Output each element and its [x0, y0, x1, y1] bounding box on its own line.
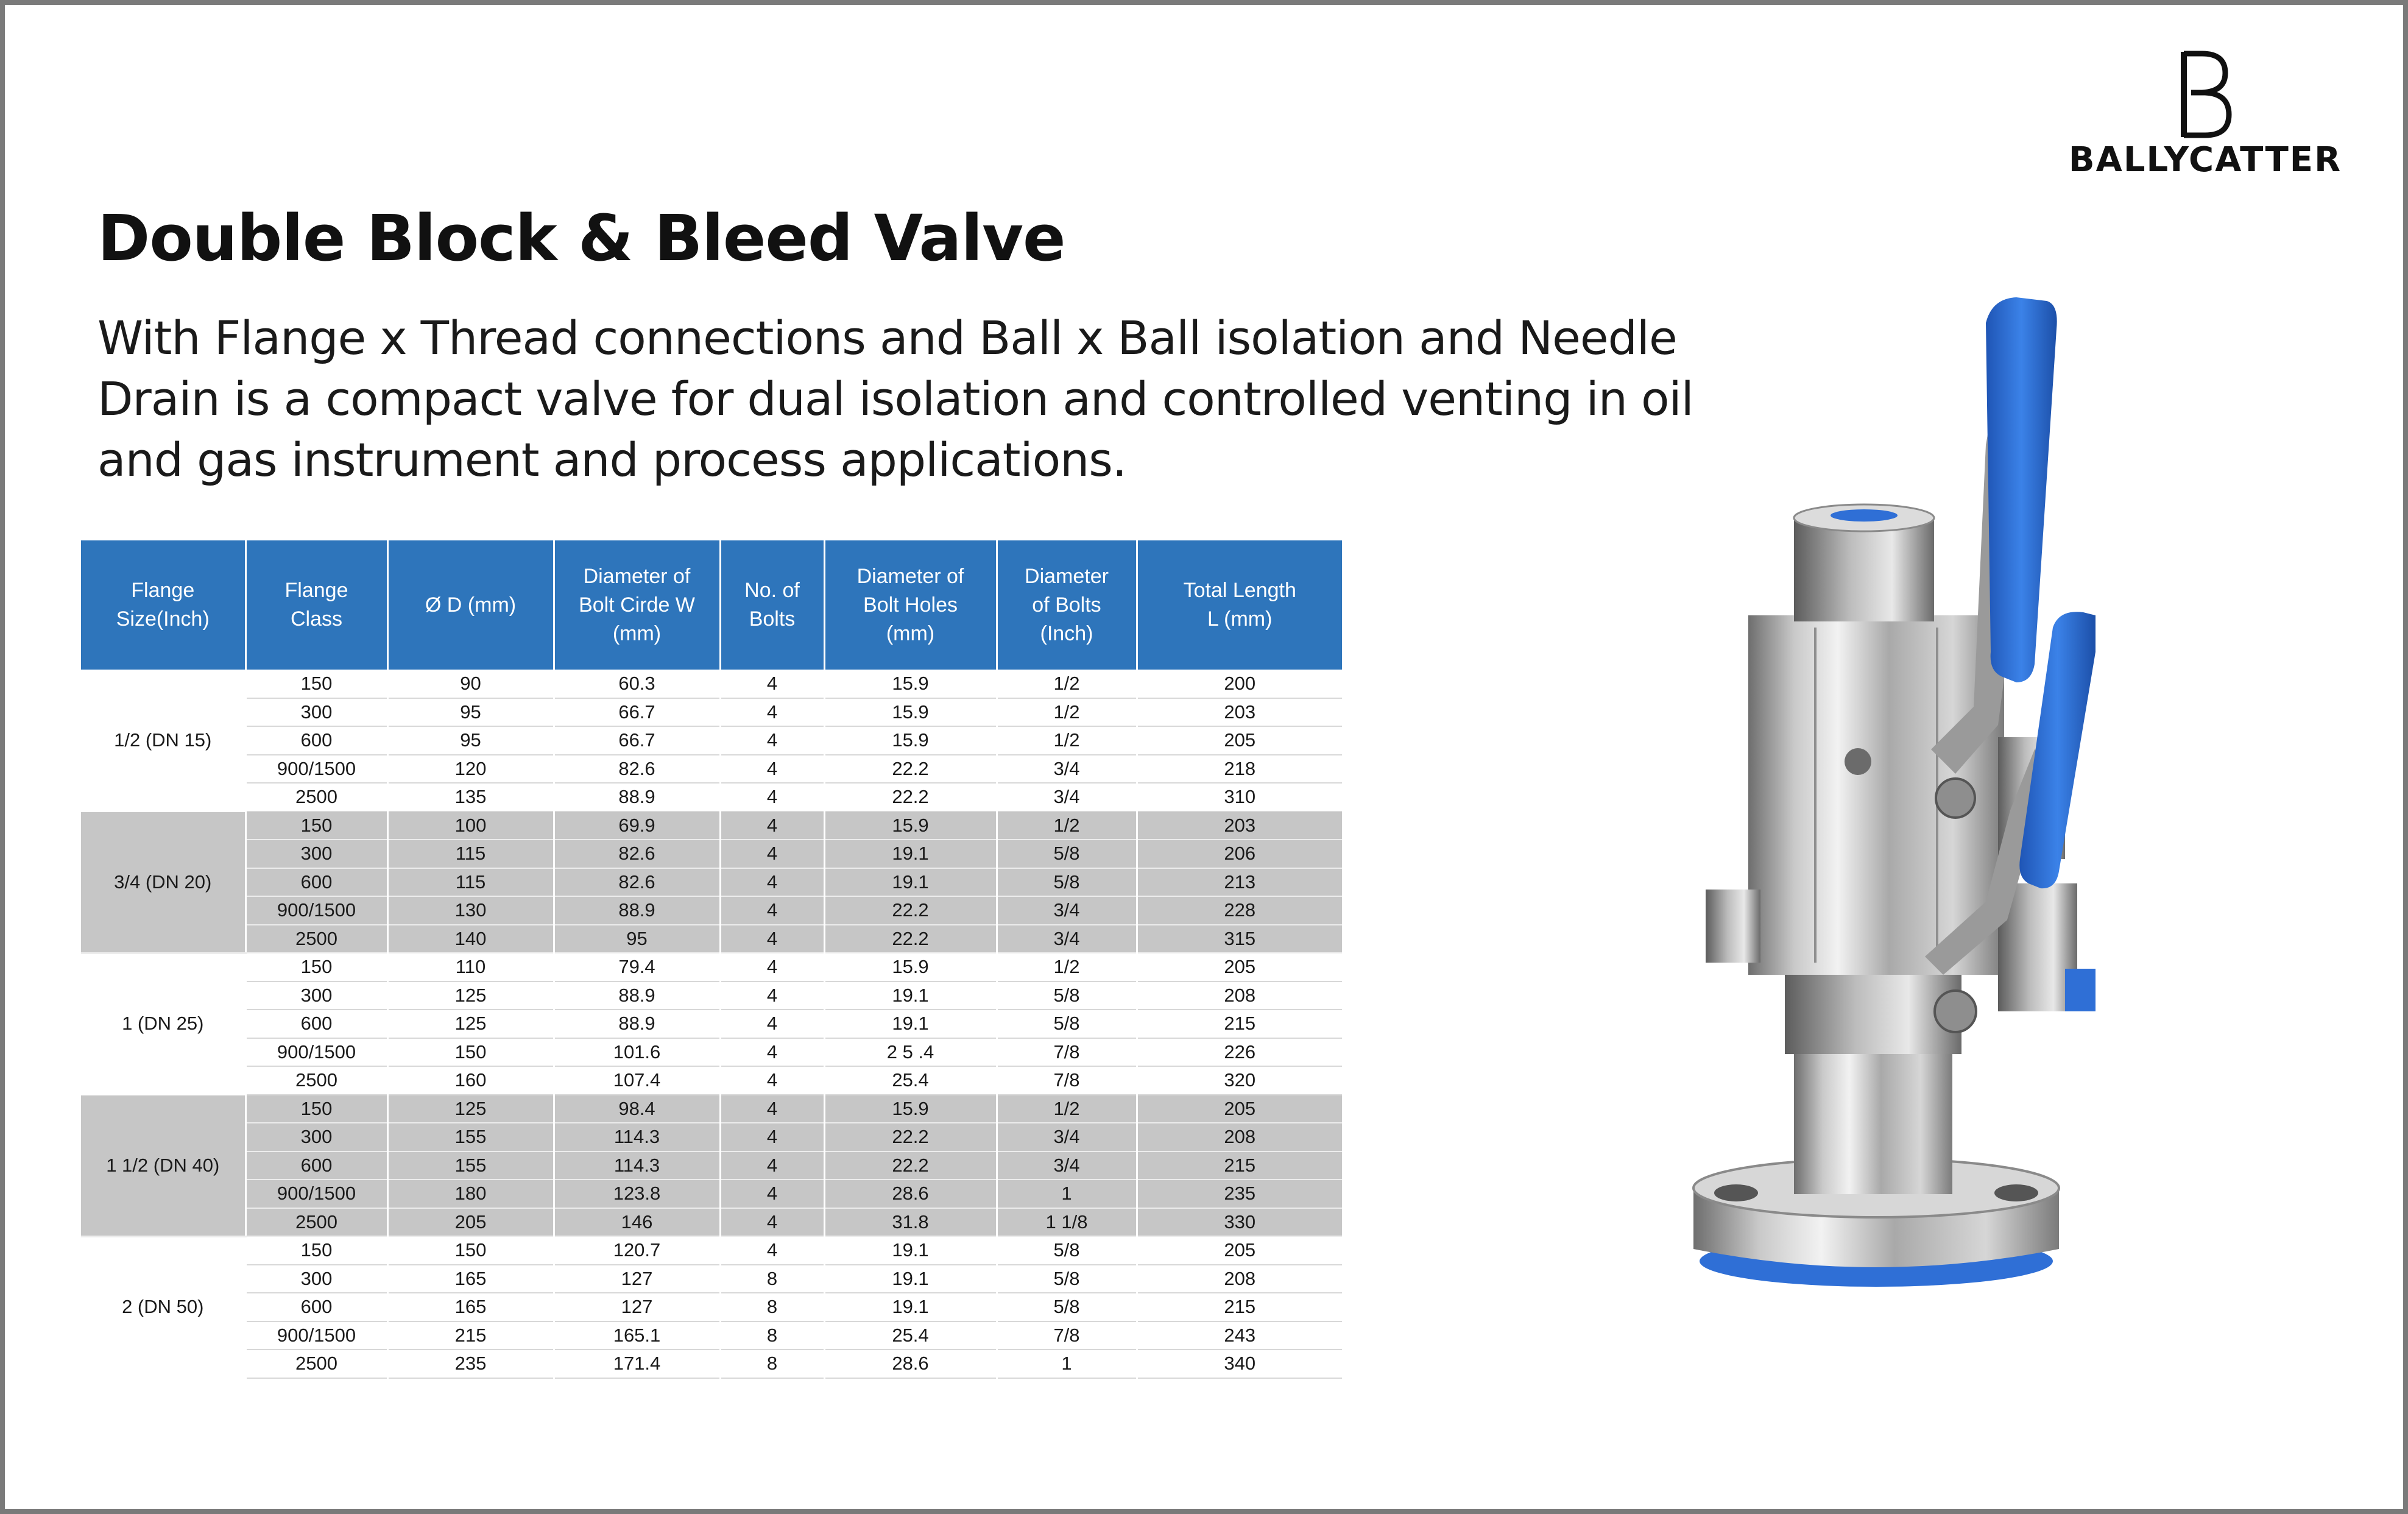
table-row — [81, 953, 1342, 982]
table-row — [81, 698, 1342, 727]
size-group — [81, 1095, 1342, 1237]
table-cell: 208 — [1137, 1123, 1342, 1151]
table-cell: 88.9 — [554, 982, 720, 1010]
table-cell: 110 — [387, 953, 554, 982]
table-cell: 165.1 — [554, 1321, 720, 1350]
table-cell: 115 — [387, 868, 554, 897]
table-cell: 28.6 — [824, 1350, 997, 1378]
table-cell: 900/1500 — [245, 755, 387, 784]
column-header-line: Ø D (mm) — [425, 593, 517, 617]
table-cell: 2500 — [245, 783, 387, 812]
table-cell: 300 — [245, 698, 387, 727]
table-cell: 8 — [720, 1321, 824, 1350]
table-cell: 31.8 — [824, 1208, 997, 1237]
table-cell: 88.9 — [554, 896, 720, 925]
table-cell: 7/8 — [997, 1066, 1137, 1095]
table-cell: 205 — [1137, 1236, 1342, 1265]
table-cell: 2500 — [245, 1066, 387, 1095]
table-cell: 228 — [1137, 896, 1342, 925]
table-row — [81, 1208, 1342, 1237]
table-cell: 4 — [720, 1066, 824, 1095]
table-header-row — [81, 540, 1342, 670]
table-cell: 160 — [387, 1066, 554, 1095]
table-cell: 125 — [387, 1010, 554, 1038]
table-cell: 218 — [1137, 755, 1342, 784]
column-header-line: (mm) — [886, 621, 935, 645]
table-cell: 5/8 — [997, 1236, 1137, 1265]
table-cell: 22.2 — [824, 925, 997, 953]
table-cell: 4 — [720, 1151, 824, 1180]
table-cell: 213 — [1137, 868, 1342, 897]
table-cell: 4 — [720, 1038, 824, 1067]
table-cell: 15.9 — [824, 953, 997, 982]
table-row — [81, 1066, 1342, 1095]
flange-size-cell: 2 (DN 50) — [81, 1236, 245, 1378]
table-header — [81, 540, 1342, 670]
table-cell: 5/8 — [997, 1010, 1137, 1038]
table-cell: 146 — [554, 1208, 720, 1237]
table-cell: 206 — [1137, 840, 1342, 868]
table-cell: 115 — [387, 840, 554, 868]
table-cell: 114.3 — [554, 1123, 720, 1151]
table-cell: 900/1500 — [245, 1321, 387, 1350]
table-cell: 315 — [1137, 925, 1342, 953]
table-cell: 1/2 — [997, 670, 1137, 698]
table-cell: 200 — [1137, 670, 1342, 698]
table-cell: 82.6 — [554, 840, 720, 868]
column-header-line: (mm) — [612, 621, 662, 645]
table-cell: 95 — [387, 726, 554, 755]
table-cell: 4 — [720, 982, 824, 1010]
table-cell: 19.1 — [824, 1293, 997, 1321]
table-row — [81, 670, 1342, 698]
table-cell: 7/8 — [997, 1038, 1137, 1067]
table-row — [81, 1180, 1342, 1208]
table-cell: 66.7 — [554, 726, 720, 755]
table-cell: 66.7 — [554, 698, 720, 727]
table-cell: 155 — [387, 1123, 554, 1151]
table-cell: 4 — [720, 1010, 824, 1038]
table-row — [81, 1123, 1342, 1151]
column-header — [997, 540, 1137, 670]
table-cell: 4 — [720, 755, 824, 784]
table-cell: 205 — [1137, 1095, 1342, 1123]
column-header — [1137, 540, 1342, 670]
table-cell: 4 — [720, 783, 824, 812]
table-row — [81, 1350, 1342, 1378]
table-cell: 208 — [1137, 982, 1342, 1010]
table-cell: 150 — [387, 1038, 554, 1067]
column-header-line: of Bolts — [1032, 593, 1101, 617]
size-group — [81, 670, 1342, 812]
table-cell: 5/8 — [997, 1293, 1137, 1321]
flange-size-cell: 3/4 (DN 20) — [81, 812, 245, 953]
column-header-line: Total Length — [1183, 579, 1296, 602]
valve-product-image — [1669, 286, 2096, 1298]
table-cell: 1/2 — [997, 953, 1137, 982]
flange-size-cell: 1 1/2 (DN 40) — [81, 1095, 245, 1237]
table-cell: 82.6 — [554, 755, 720, 784]
table-cell: 98.4 — [554, 1095, 720, 1123]
table-row — [81, 1236, 1342, 1265]
table-cell: 2500 — [245, 925, 387, 953]
size-group — [81, 1236, 1342, 1378]
table-cell: 79.4 — [554, 953, 720, 982]
table-cell: 155 — [387, 1151, 554, 1180]
table-row — [81, 925, 1342, 953]
table-cell: 235 — [1137, 1180, 1342, 1208]
table-cell: 3/4 — [997, 1151, 1137, 1180]
column-header-line: Class — [290, 607, 343, 631]
table-cell: 4 — [720, 670, 824, 698]
table-cell: 600 — [245, 726, 387, 755]
table-cell: 165 — [387, 1293, 554, 1321]
table-cell: 300 — [245, 1123, 387, 1151]
table-cell: 4 — [720, 868, 824, 897]
table-cell: 1/2 — [997, 812, 1137, 840]
table-cell: 120 — [387, 755, 554, 784]
table-cell: 1 1/8 — [997, 1208, 1137, 1237]
table-row — [81, 840, 1342, 868]
table-cell: 19.1 — [824, 1010, 997, 1038]
table-cell: 15.9 — [824, 726, 997, 755]
flange-size-cell: 1/2 (DN 15) — [81, 670, 245, 812]
table-cell: 4 — [720, 726, 824, 755]
brand-logo — [2047, 49, 2364, 189]
table-cell: 600 — [245, 1010, 387, 1038]
table-cell: 208 — [1137, 1265, 1342, 1293]
table-cell: 2500 — [245, 1350, 387, 1378]
table-cell: 1/2 — [997, 698, 1137, 727]
table-cell: 5/8 — [997, 868, 1137, 897]
table-cell: 226 — [1137, 1038, 1342, 1067]
table-cell: 150 — [245, 812, 387, 840]
table-row — [81, 1265, 1342, 1293]
table-row — [81, 868, 1342, 897]
table-row — [81, 1151, 1342, 1180]
table-cell: 82.6 — [554, 868, 720, 897]
table-cell: 205 — [1137, 953, 1342, 982]
table-cell: 7/8 — [997, 1321, 1137, 1350]
table-cell: 5/8 — [997, 982, 1137, 1010]
column-header — [824, 540, 997, 670]
table-cell: 300 — [245, 982, 387, 1010]
table-cell: 2 5 .4 — [824, 1038, 997, 1067]
table-cell: 1/2 — [997, 726, 1137, 755]
table-cell: 150 — [245, 1095, 387, 1123]
size-group — [81, 812, 1342, 953]
table-cell: 5/8 — [997, 1265, 1137, 1293]
table-cell: 130 — [387, 896, 554, 925]
column-header — [720, 540, 824, 670]
table-cell: 320 — [1137, 1066, 1342, 1095]
table-cell: 3/4 — [997, 925, 1137, 953]
table-row — [81, 1038, 1342, 1067]
table-cell: 150 — [245, 1236, 387, 1265]
table-cell: 203 — [1137, 812, 1342, 840]
table-cell: 28.6 — [824, 1180, 997, 1208]
table-cell: 69.9 — [554, 812, 720, 840]
table-cell: 60.3 — [554, 670, 720, 698]
table-cell: 4 — [720, 812, 824, 840]
table-cell: 19.1 — [824, 982, 997, 1010]
table-cell: 205 — [1137, 726, 1342, 755]
column-header — [554, 540, 720, 670]
table-cell: 215 — [1137, 1293, 1342, 1321]
column-header-line: Diameter — [1025, 564, 1109, 588]
table-cell: 127 — [554, 1265, 720, 1293]
table-cell: 8 — [720, 1265, 824, 1293]
table-cell: 600 — [245, 1151, 387, 1180]
table-row — [81, 896, 1342, 925]
table-row — [81, 783, 1342, 812]
table-cell: 123.8 — [554, 1180, 720, 1208]
specification-table — [81, 540, 1342, 1379]
table-cell: 4 — [720, 925, 824, 953]
table-cell: 215 — [1137, 1010, 1342, 1038]
table-cell: 1 — [997, 1350, 1137, 1378]
table-cell: 3/4 — [997, 755, 1137, 784]
table-cell: 1 — [997, 1180, 1137, 1208]
table-cell: 171.4 — [554, 1350, 720, 1378]
table-cell: 2500 — [245, 1208, 387, 1237]
table-cell: 310 — [1137, 783, 1342, 812]
table-cell: 95 — [387, 698, 554, 727]
table-cell: 25.4 — [824, 1321, 997, 1350]
table-cell: 4 — [720, 1123, 824, 1151]
column-header — [387, 540, 554, 670]
table-cell: 600 — [245, 868, 387, 897]
table-cell: 22.2 — [824, 1151, 997, 1180]
column-header-line: Diameter of — [583, 564, 691, 588]
table-cell: 5/8 — [997, 840, 1137, 868]
table-cell: 100 — [387, 812, 554, 840]
table-cell: 900/1500 — [245, 896, 387, 925]
column-header — [245, 540, 387, 670]
table-cell: 165 — [387, 1265, 554, 1293]
table-cell: 215 — [387, 1321, 554, 1350]
table-cell: 4 — [720, 953, 824, 982]
table-cell: 101.6 — [554, 1038, 720, 1067]
table-cell: 19.1 — [824, 840, 997, 868]
column-header-line: Diameter of — [856, 564, 964, 588]
table-cell: 22.2 — [824, 1123, 997, 1151]
column-header-line: L (mm) — [1207, 607, 1273, 631]
table-cell: 340 — [1137, 1350, 1342, 1378]
table-cell: 235 — [387, 1350, 554, 1378]
table-cell: 205 — [387, 1208, 554, 1237]
column-header-line: Flange — [284, 579, 348, 602]
table-cell: 25.4 — [824, 1066, 997, 1095]
table-cell: 4 — [720, 1180, 824, 1208]
table-cell: 120.7 — [554, 1236, 720, 1265]
table-cell: 243 — [1137, 1321, 1342, 1350]
table-cell: 4 — [720, 1236, 824, 1265]
table-cell: 15.9 — [824, 812, 997, 840]
table-cell: 4 — [720, 698, 824, 727]
table-cell: 125 — [387, 1095, 554, 1123]
table-cell: 4 — [720, 1095, 824, 1123]
column-header-line: Bolt Holes — [863, 593, 958, 617]
table-cell: 180 — [387, 1180, 554, 1208]
column-header-line: No. of — [744, 579, 800, 602]
table-cell: 19.1 — [824, 1236, 997, 1265]
table-cell: 150 — [387, 1236, 554, 1265]
column-header-line: Flange — [131, 579, 195, 602]
table-row — [81, 1321, 1342, 1350]
column-header-line: Bolt Cirde W — [579, 593, 695, 617]
page-title: Double Block & Bleed Valve — [97, 201, 1065, 275]
table-cell: 90 — [387, 670, 554, 698]
table-row — [81, 1293, 1342, 1321]
table-cell: 22.2 — [824, 896, 997, 925]
table-cell: 127 — [554, 1293, 720, 1321]
table-row — [81, 726, 1342, 755]
ballycatter-logo-icon — [2178, 49, 2233, 140]
table-cell: 15.9 — [824, 698, 997, 727]
brand-name: BALLYCATTER — [2068, 140, 2342, 180]
table-cell: 4 — [720, 840, 824, 868]
table-cell: 8 — [720, 1350, 824, 1378]
table-cell: 3/4 — [997, 896, 1137, 925]
table-cell: 150 — [245, 670, 387, 698]
table-cell: 107.4 — [554, 1066, 720, 1095]
table-row — [81, 755, 1342, 784]
table-cell: 1/2 — [997, 1095, 1137, 1123]
table-cell: 8 — [720, 1293, 824, 1321]
table-cell: 150 — [245, 953, 387, 982]
column-header-line: Size(Inch) — [116, 607, 210, 631]
table-cell: 19.1 — [824, 1265, 997, 1293]
table-cell: 300 — [245, 1265, 387, 1293]
table-cell: 88.9 — [554, 783, 720, 812]
table-cell: 114.3 — [554, 1151, 720, 1180]
table-cell: 15.9 — [824, 670, 997, 698]
size-group — [81, 953, 1342, 1095]
table-cell: 140 — [387, 925, 554, 953]
table-cell: 4 — [720, 1208, 824, 1237]
table-cell: 135 — [387, 783, 554, 812]
table-cell: 215 — [1137, 1151, 1342, 1180]
table-row — [81, 1010, 1342, 1038]
table-cell: 22.2 — [824, 783, 997, 812]
table-cell: 125 — [387, 982, 554, 1010]
table-cell: 95 — [554, 925, 720, 953]
column-header-line: (Inch) — [1040, 621, 1093, 645]
column-header — [81, 540, 245, 670]
table-cell: 88.9 — [554, 1010, 720, 1038]
table-cell: 19.1 — [824, 868, 997, 897]
table-cell: 300 — [245, 840, 387, 868]
table-cell: 15.9 — [824, 1095, 997, 1123]
table-cell: 3/4 — [997, 783, 1137, 812]
table-cell: 330 — [1137, 1208, 1342, 1237]
table-cell: 900/1500 — [245, 1180, 387, 1208]
table-cell: 22.2 — [824, 755, 997, 784]
table-cell: 4 — [720, 896, 824, 925]
table-cell: 900/1500 — [245, 1038, 387, 1067]
table-cell: 3/4 — [997, 1123, 1137, 1151]
table-row — [81, 1095, 1342, 1123]
table-cell: 203 — [1137, 698, 1342, 727]
column-header-line: Bolts — [749, 607, 796, 631]
table-row — [81, 812, 1342, 840]
flange-size-cell: 1 (DN 25) — [81, 953, 245, 1095]
table-row — [81, 982, 1342, 1010]
table-cell: 600 — [245, 1293, 387, 1321]
product-description: With Flange x Thread connections and Ball x Ball isolation and Needle Drain is a compact valve for dual isolation and controlled venting in oil and gas instrument and process applications. — [97, 311, 1693, 487]
